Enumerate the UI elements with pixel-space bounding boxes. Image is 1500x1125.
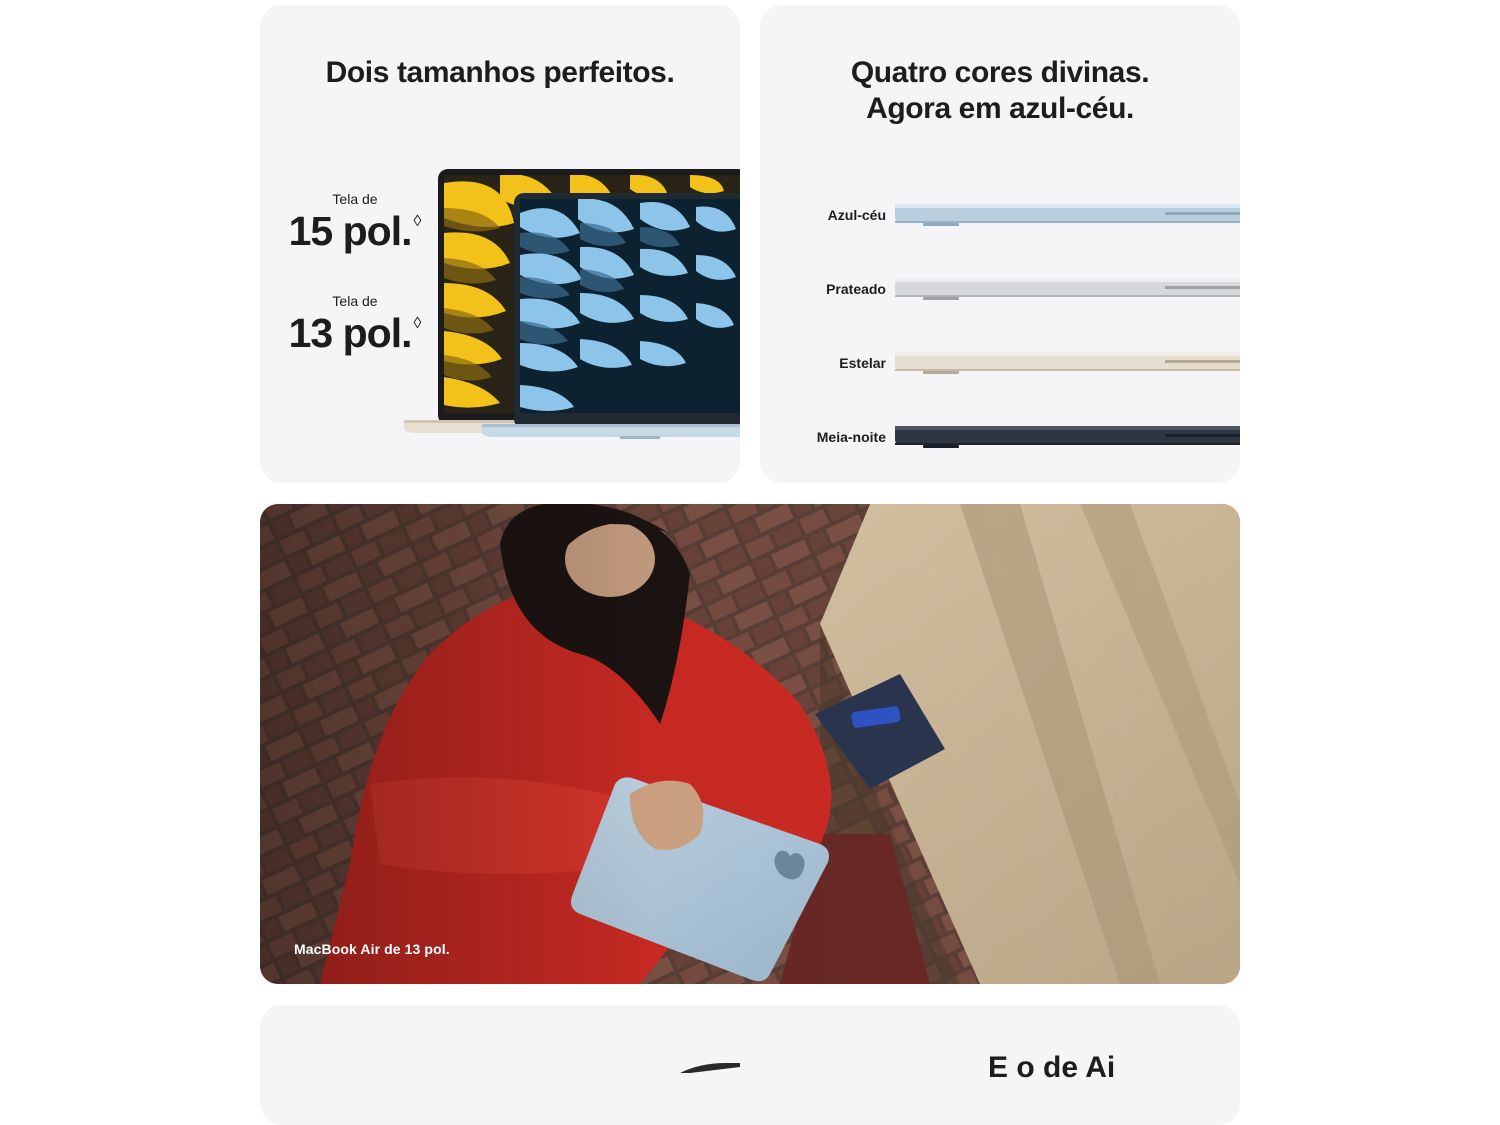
color-row-estelar[interactable] — [760, 349, 1240, 379]
color-row-azul-ceu[interactable] — [760, 201, 1240, 231]
next-card — [260, 1005, 1240, 1125]
colors-card — [760, 5, 1240, 483]
next-card-title: E o de Ai — [988, 1051, 1116, 1084]
size-15-value: 15 pol. — [288, 208, 412, 254]
color-swatch-estelar — [895, 349, 1240, 379]
size-15-prefix: Tela de — [332, 191, 378, 207]
photo-caption: MacBook Air de 13 pol. — [294, 941, 450, 957]
color-label: Prateado — [826, 281, 886, 297]
colors-card-title-line2: Agora em azul-céu. — [866, 92, 1134, 125]
size-13-value: 13 pol. — [288, 310, 412, 356]
color-swatch-meia-noite — [895, 423, 1240, 453]
next-card-laptop-edge — [680, 1059, 740, 1079]
color-label: Azul-céu — [827, 207, 886, 223]
laptops-illustration — [400, 163, 740, 445]
color-row-prateado[interactable] — [760, 275, 1240, 305]
lifestyle-photo-card — [260, 504, 1240, 984]
color-swatch-azul-ceu — [895, 201, 1240, 231]
sizes-card — [260, 5, 740, 483]
colors-card-title — [760, 55, 1240, 127]
color-label: Meia-noite — [816, 429, 886, 445]
colors-card-title-line1: Quatro cores divinas. — [850, 56, 1150, 89]
lifestyle-photo — [260, 504, 1240, 984]
size-13-footnote-mark[interactable]: ◊ — [413, 315, 422, 332]
sizes-card-title: Dois tamanhos perfeitos. — [325, 56, 675, 89]
size-15-footnote-mark[interactable]: ◊ — [413, 213, 422, 230]
color-swatch-prateado — [895, 275, 1240, 305]
color-label: Estelar — [839, 355, 886, 371]
size-13-prefix: Tela de — [332, 293, 378, 309]
color-row-meia-noite[interactable] — [760, 423, 1240, 453]
laptop-13-illustration — [482, 193, 740, 439]
